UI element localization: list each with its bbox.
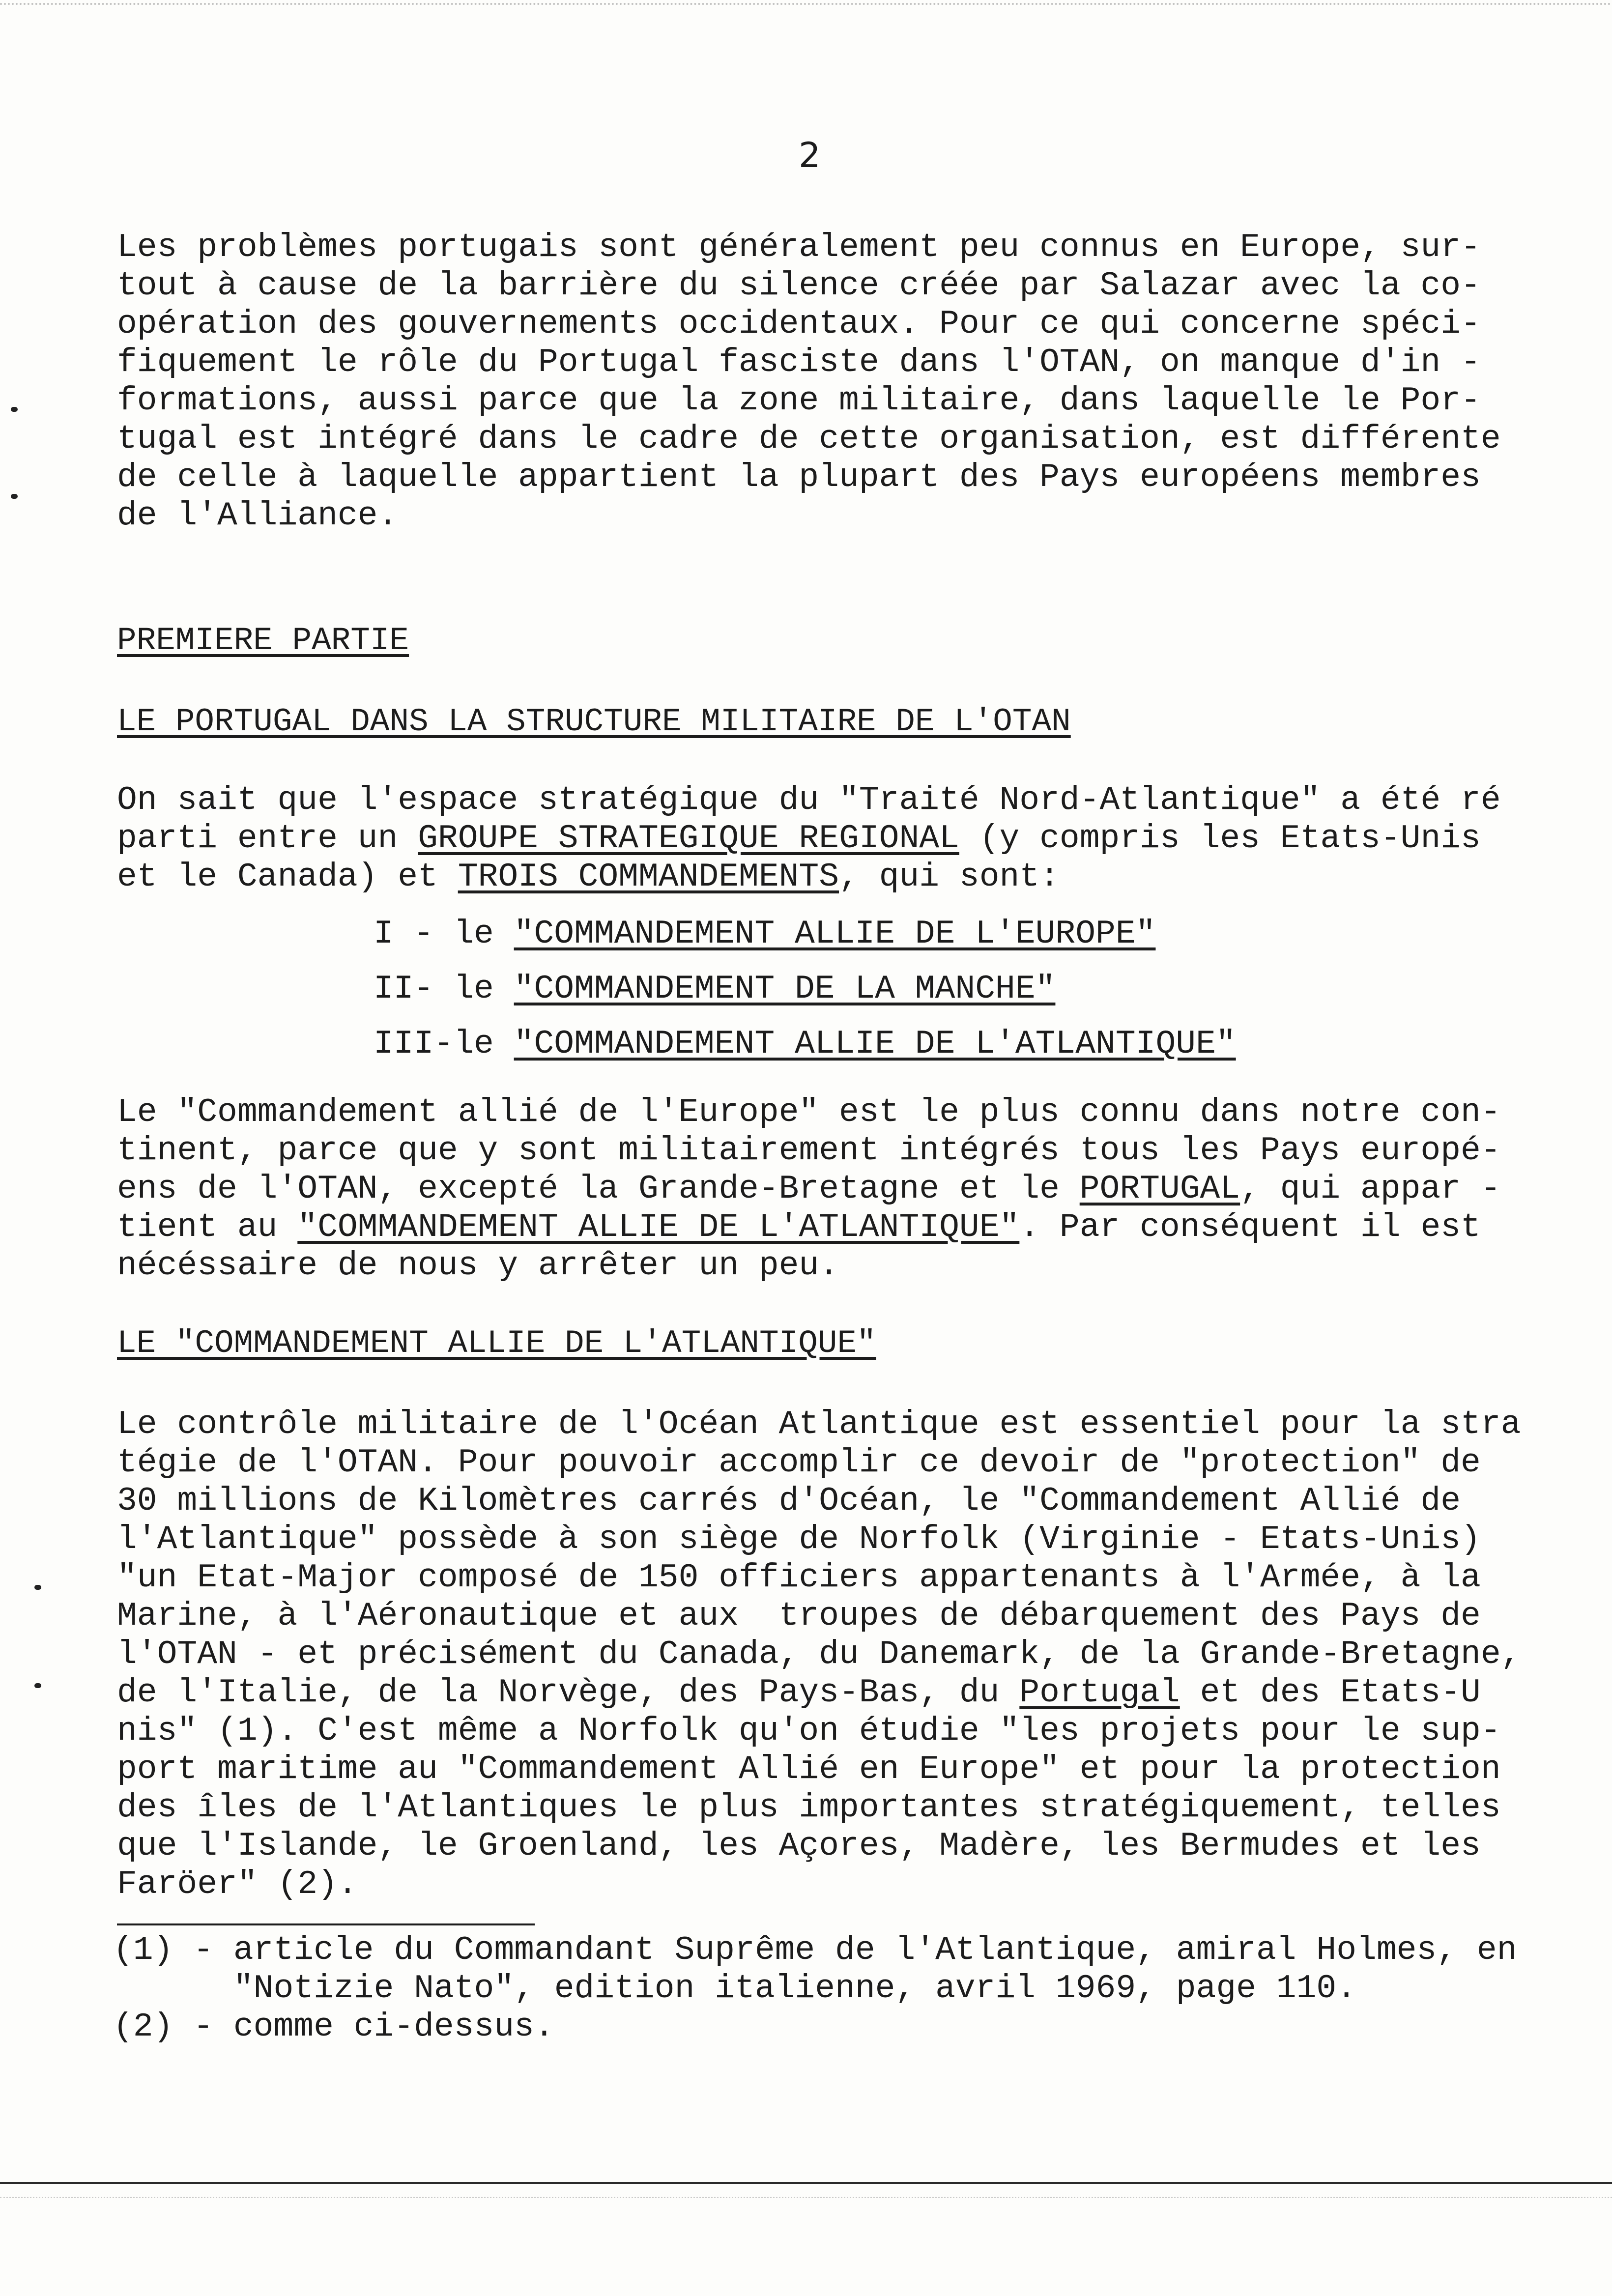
- text-line: l'Atlantique" possède à son siège de Norfolk (Virginie - Etats-Unis): [117, 1521, 1481, 1558]
- section-heading: LE PORTUGAL DANS LA STRUCTURE MILITAIRE DE L'OTAN: [117, 703, 1071, 740]
- text-line: tégie de l'OTAN. Pour pouvoir accomplir ce devoir de "protection" de: [117, 1444, 1481, 1482]
- list-item: II- le "COMMANDEMENT DE LA MANCHE": [374, 970, 1056, 1008]
- text-line: de l'Italie, de la Norvège, des Pays-Bas, du Portugal et des Etats-U: [117, 1674, 1481, 1712]
- margin-speck: [34, 1585, 41, 1590]
- text-line: tinent, parce que y sont militairement intégrés tous les Pays europé-: [117, 1132, 1501, 1170]
- footnote-line: "Notizie Nato", edition italienne, avril 1969, page 110.: [113, 1970, 1357, 2008]
- text-line: nécéssaire de nous y arrêter un peu.: [117, 1247, 839, 1285]
- text-line: tout à cause de la barrière du silence créée par Salazar avec la co-: [117, 267, 1481, 305]
- text-line: Faröer" (2).: [117, 1866, 358, 1903]
- command-name: "COMMANDEMENT ALLIE DE L'ATLANTIQUE": [514, 1025, 1236, 1063]
- text-line: Le "Commandement allié de l'Europe" est le plus connu dans notre con-: [117, 1093, 1501, 1131]
- scan-top-edge: [0, 3, 1612, 7]
- text-line: l'OTAN - et précisément du Canada, du Danemark, de la Grande-Bretagne,: [117, 1636, 1521, 1673]
- underlined-term: Portugal: [1019, 1674, 1180, 1712]
- text-line: parti entre un GROUPE STRATEGIQUE REGIONAL (y compris les Etats-Unis: [117, 820, 1481, 858]
- footnote-line: (1) - article du Commandant Suprême de l'Atlantique, amiral Holmes, en: [113, 1931, 1517, 1969]
- text-line: Les problèmes portugais sont généralement peu connus en Europe, sur-: [117, 229, 1481, 266]
- list-item: III-le "COMMANDEMENT ALLIE DE L'ATLANTIQUE": [374, 1025, 1236, 1063]
- margin-speck: [34, 1683, 41, 1688]
- command-name: "COMMANDEMENT ALLIE DE L'EUROPE": [514, 915, 1156, 953]
- text-line: de l'Alliance.: [117, 497, 398, 535]
- margin-speck: [11, 407, 18, 412]
- text-line: fiquement le rôle du Portugal fasciste dans l'OTAN, on manque d'in -: [117, 344, 1481, 381]
- text-line: Le contrôle militaire de l'Océan Atlantique est essentiel pour la stra: [117, 1406, 1521, 1443]
- margin-speck: [11, 494, 18, 499]
- europe-paragraph: [117, 1093, 1501, 1285]
- list-item: I - le "COMMANDEMENT ALLIE DE L'EUROPE": [374, 915, 1156, 953]
- command-name: "COMMANDEMENT DE LA MANCHE": [514, 970, 1056, 1008]
- text-line: des îles de l'Atlantiques le plus importantes stratégiquement, telles: [117, 1789, 1501, 1827]
- text-line: nis" (1). C'est même a Norfolk qu'on étudie "les projets pour le sup-: [117, 1712, 1501, 1750]
- text-line: opération des gouvernements occidentaux. Pour ce qui concerne spéci-: [117, 305, 1481, 343]
- text-line: de celle à laquelle appartient la plupart des Pays européens membres: [117, 459, 1481, 496]
- strategy-paragraph: [117, 781, 1501, 896]
- page-number: 2: [799, 135, 821, 175]
- text-line: et le Canada) et TROIS COMMANDEMENTS, qui sont:: [117, 858, 1060, 896]
- footnotes: [113, 1931, 1517, 2046]
- text-line: 30 millions de Kilomètres carrés d'Océan, le "Commandement Allié de: [117, 1482, 1461, 1520]
- atlantic-heading: LE "COMMANDEMENT ALLIE DE L'ATLANTIQUE": [117, 1325, 876, 1362]
- text-line: tient au "COMMANDEMENT ALLIE DE L'ATLANTIQUE". Par conséquent il est: [117, 1208, 1481, 1246]
- text-line: que l'Islande, le Groenland, les Açores, Madère, les Bermudes et les: [117, 1827, 1481, 1865]
- underlined-term: TROIS COMMANDEMENTS: [458, 858, 839, 896]
- text-line: ens de l'OTAN, excepté la Grande-Bretagne et le PORTUGAL, qui appar -: [117, 1170, 1501, 1208]
- part-heading: PREMIERE PARTIE: [117, 622, 409, 659]
- text-line: tugal est intégré dans le cadre de cette organisation, est différente: [117, 420, 1501, 458]
- scan-bottom-edge: [0, 2197, 1612, 2198]
- page-bottom-rule: [0, 2182, 1612, 2184]
- atlantic-paragraph: [117, 1406, 1521, 1904]
- text-line: formations, aussi parce que la zone militaire, dans laquelle le Por-: [117, 382, 1481, 420]
- commands-list: [374, 907, 1236, 1072]
- text-line: On sait que l'espace stratégique du "Traité Nord-Atlantique" a été ré: [117, 781, 1501, 819]
- text-line: port maritime au "Commandement Allié en Europe" et pour la protection: [117, 1751, 1501, 1788]
- text-line: Marine, à l'Aéronautique et aux troupes de débarquement des Pays de: [117, 1597, 1481, 1635]
- footnote-line: (2) - comme ci-dessus.: [113, 2008, 554, 2046]
- underlined-term: GROUPE STRATEGIQUE REGIONAL: [418, 820, 959, 858]
- intro-paragraph: [117, 229, 1501, 535]
- underlined-term: "COMMANDEMENT ALLIE DE L'ATLANTIQUE": [297, 1208, 1020, 1246]
- text-line: "un Etat-Major composé de 150 officiers appartenants à l'Armée, à la: [117, 1559, 1481, 1597]
- footnote-separator: [117, 1923, 535, 1925]
- underlined-term: PORTUGAL: [1079, 1170, 1240, 1208]
